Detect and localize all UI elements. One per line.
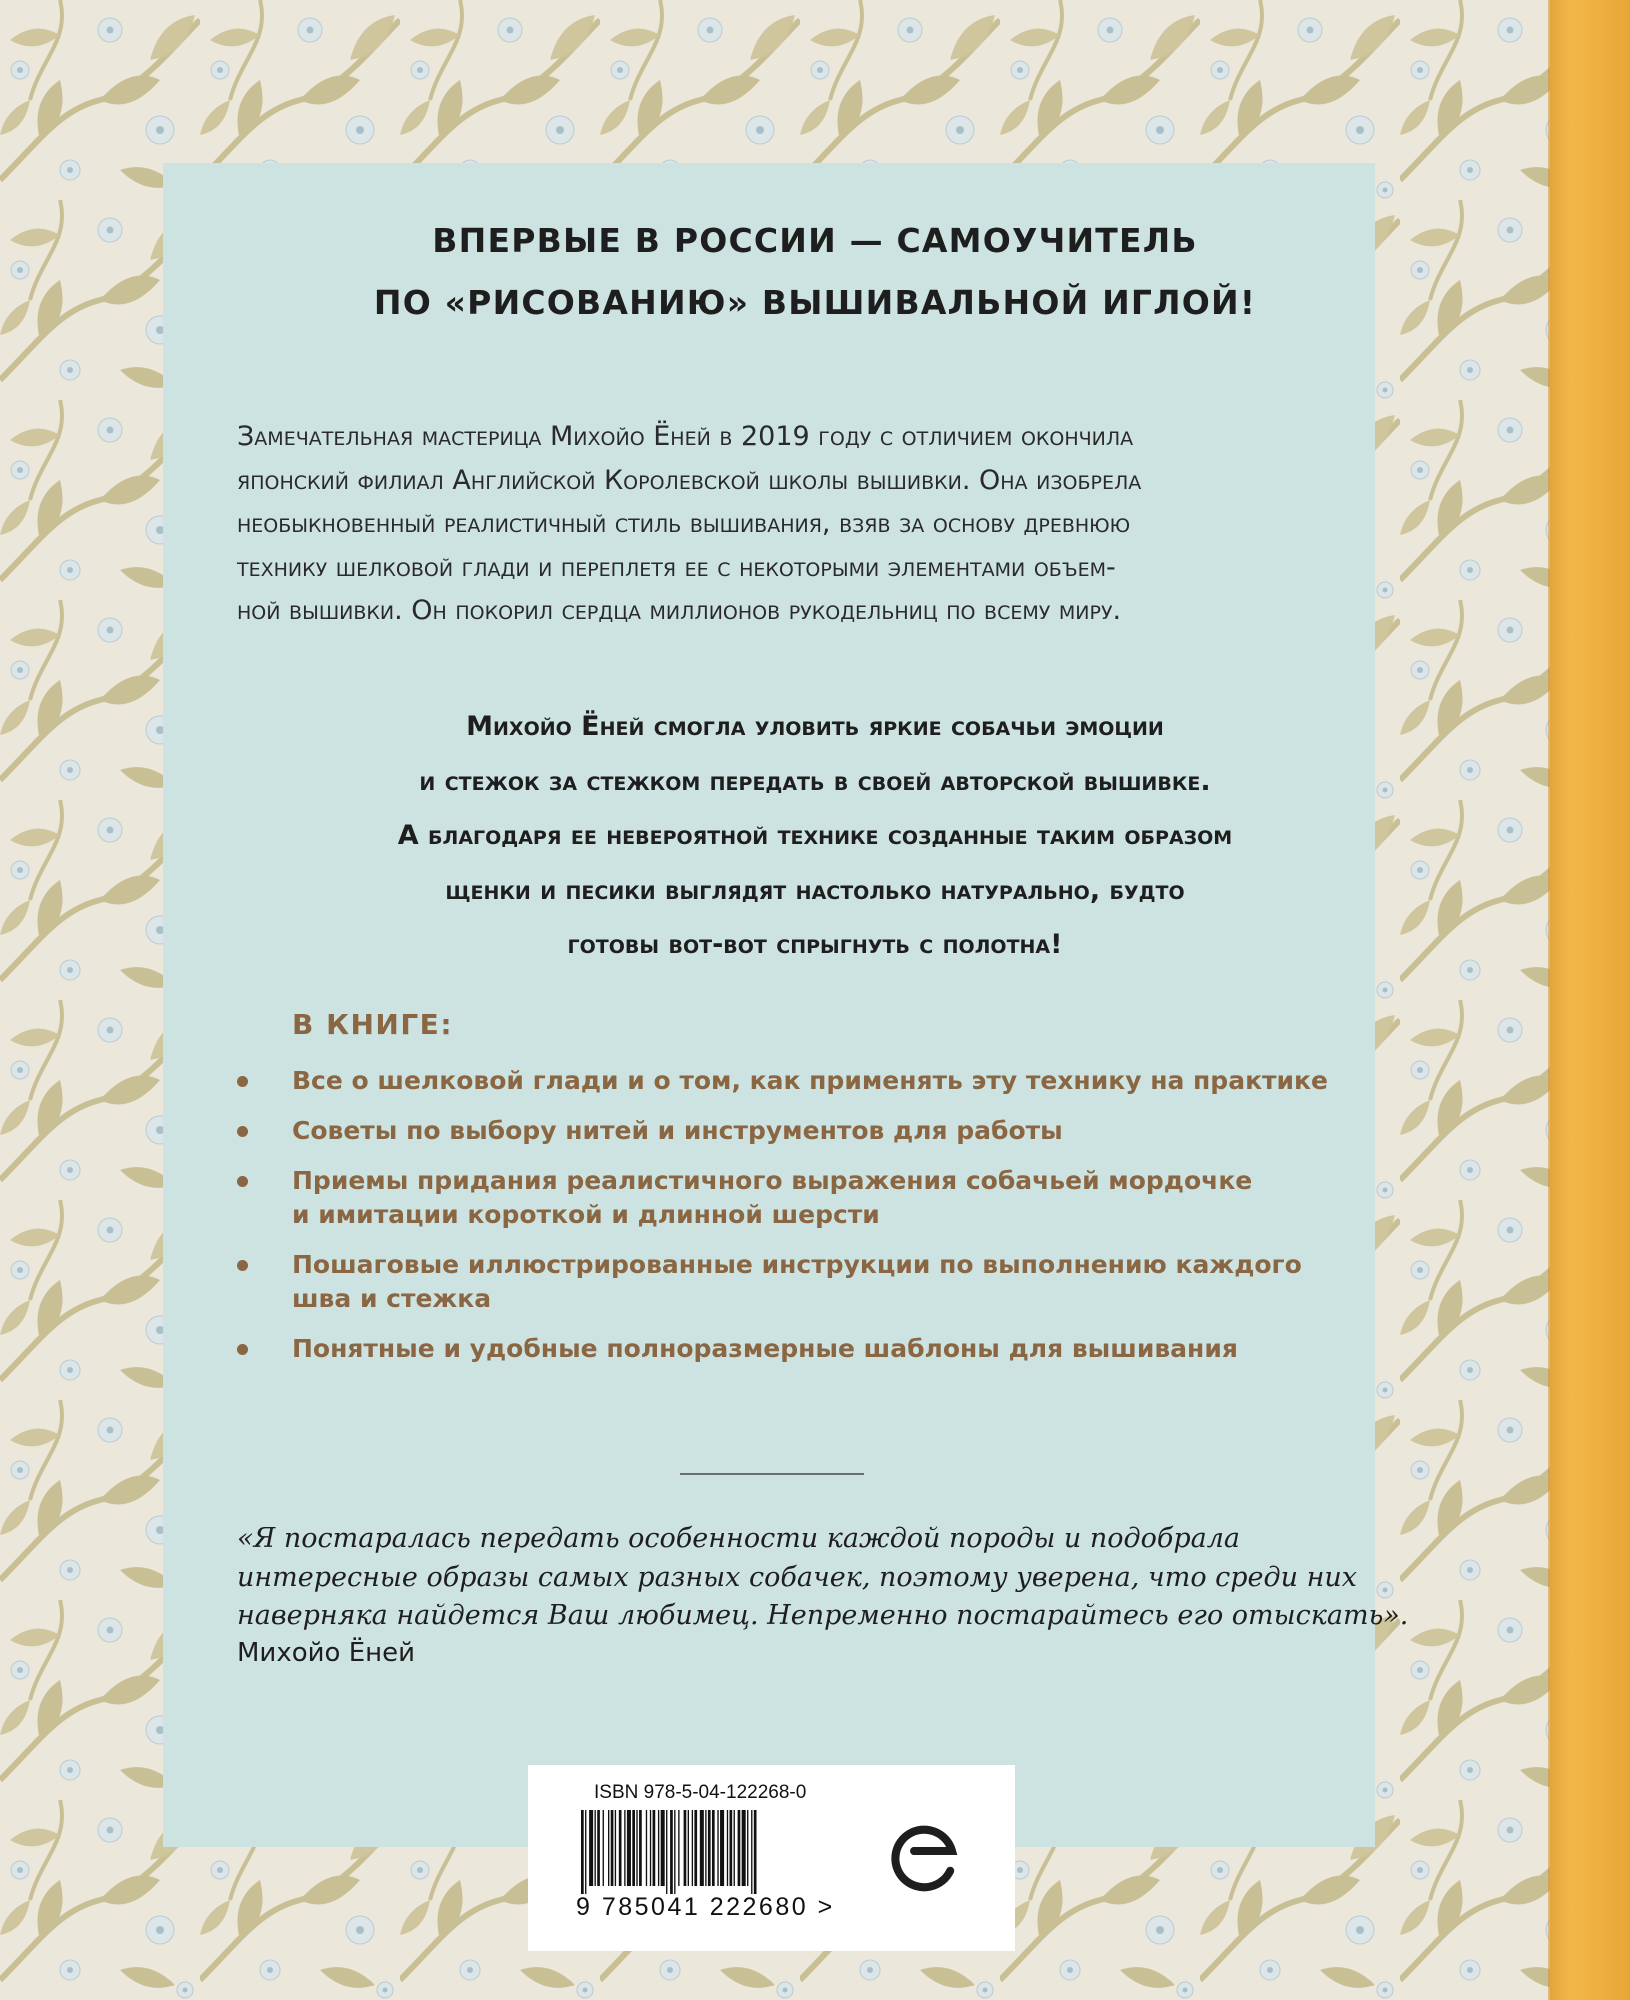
barcode-bar [619,1810,622,1886]
list-item [237,1248,1337,1316]
barcode-bar [636,1810,637,1886]
barcode-bar [646,1810,647,1886]
headline [0,210,1630,334]
barcode-bar [615,1810,616,1886]
bullet-icon [237,1344,248,1355]
barcode-bar [705,1810,706,1886]
eksmo-logo-icon [880,1815,970,1905]
barcode-bar [700,1810,704,1886]
barcode-bar [603,1810,604,1886]
barcode-bar [678,1810,679,1886]
intro-line: японский филиал Английской Королевской школы вышивки. Она изобрела [237,464,1142,496]
emotion-line: щенки и песики выглядят настолько натурально, будто [445,874,1185,906]
barcode-bar [627,1810,631,1886]
bullet-icon [237,1260,248,1271]
barcode-bar [694,1810,697,1886]
quote-line: наверняка найдется Ваш любимец. Непременно постарайтесь его отыскать». [237,1600,1409,1631]
barcode-bar [650,1810,651,1886]
headline-line-2: ПО «РИСОВАНИЮ» ВЫШИВАЛЬНОЙ ИГЛОЙ! [373,283,1257,322]
barcode-bar [611,1810,614,1886]
intro-line: ной вышивки. Он покорил сердца миллионов рукодельниц по всему миру. [237,595,1122,626]
barcode-bar [632,1810,635,1886]
barcode-bar [597,1810,600,1886]
barcode-bar [754,1810,757,1894]
intro-line: технику шелковой глади и переплетя ее с некоторыми элементами объем- [237,551,1116,583]
author-quote [237,1520,1409,1636]
feature-text: Пошаговые иллюстрированные инструкции по выполнению каждого [292,1250,1302,1279]
barcode [581,1810,821,1894]
feature-text: Советы по выбору нитей и инструментов для работы [292,1116,1063,1145]
bullet-icon [237,1126,248,1137]
feature-text: Все о шелковой глади и о том, как применять эту технику на практике [292,1066,1328,1095]
emotion-line: А благодаря ее невероятной технике созданные таким образом [397,820,1233,851]
intro-line: Замечательная мастерица Михойо Ёней в 2019 году с отличием окончила [237,421,1134,452]
quote-line: интересные образы самых разных собачек, поэтому уверена, что среди них [237,1561,1358,1593]
barcode-bar [639,1810,642,1886]
feature-text: шва и стежка [292,1284,492,1313]
feature-list [237,1064,1337,1366]
quote-author: Михойо Ёней [237,1638,416,1668]
barcode-bar [684,1810,687,1886]
barcode-bar [670,1810,673,1894]
intro-line: необыкновенный реалистичный стиль вышивания, взяв за основу древнюю [237,508,1131,539]
bullet-icon [237,1076,248,1087]
barcode-bar [688,1810,689,1886]
barcode-bar [692,1810,693,1886]
feature-text: Понятные и удобные полноразмерные шаблоны для вышивания [292,1334,1238,1363]
quote-line: «Я постаралась передать особенности каждой породы и подобрала [237,1523,1241,1554]
emotion-line: Михойо Ёней смогла уловить яркие собачьи эмоции [466,711,1164,742]
barcode-bar [747,1810,748,1886]
emotion-line: готовы вот-вот спрыгнуть с полотна! [567,929,1063,960]
barcode-bar [717,1810,718,1886]
list-item [237,1114,1337,1148]
list-item [237,1164,1337,1232]
isbn-text: ISBN 978-5-04-122268-0 [594,1782,807,1803]
barcode-digits: 9 785041 222680 > [576,1893,835,1921]
divider [680,1473,864,1475]
bullet-icon [237,1176,248,1187]
barcode-bar [624,1810,625,1886]
barcode-bar [589,1810,593,1886]
barcode-bar [653,1810,656,1886]
barcode-bar [585,1810,586,1894]
barcode-bar [661,1810,665,1886]
barcode-bar [666,1810,667,1894]
barcode-bar [674,1810,675,1894]
barcode-bar [581,1810,584,1894]
in-book-heading: В КНИГЕ: [292,1008,454,1041]
barcode-bar [751,1810,752,1894]
intro-paragraph [237,415,1302,633]
barcode-bar [658,1810,659,1886]
barcode-bar [608,1810,609,1886]
barcode-bar [595,1810,596,1886]
list-item [237,1332,1337,1366]
barcode-bar [730,1810,733,1886]
emotion-paragraph [0,700,1630,973]
barcode-bar [708,1810,711,1886]
barcode-bar [720,1810,724,1886]
barcode-bar [727,1810,728,1886]
barcode-bar [712,1810,715,1886]
list-item [237,1064,1337,1098]
feature-text: и имитации короткой и длинной шерсти [292,1200,880,1229]
barcode-bar [742,1810,746,1886]
barcode-bar [738,1810,741,1886]
emotion-line: и стежок за стежком передать в своей авторской вышивке. [419,765,1211,797]
headline-line-1: ВПЕРВЫЕ В РОССИИ — САМОУЧИТЕЛЬ [432,221,1198,260]
barcode-bar [734,1810,735,1886]
feature-text: Приемы придания реалистичного выражения собачьей мордочке [292,1166,1253,1195]
